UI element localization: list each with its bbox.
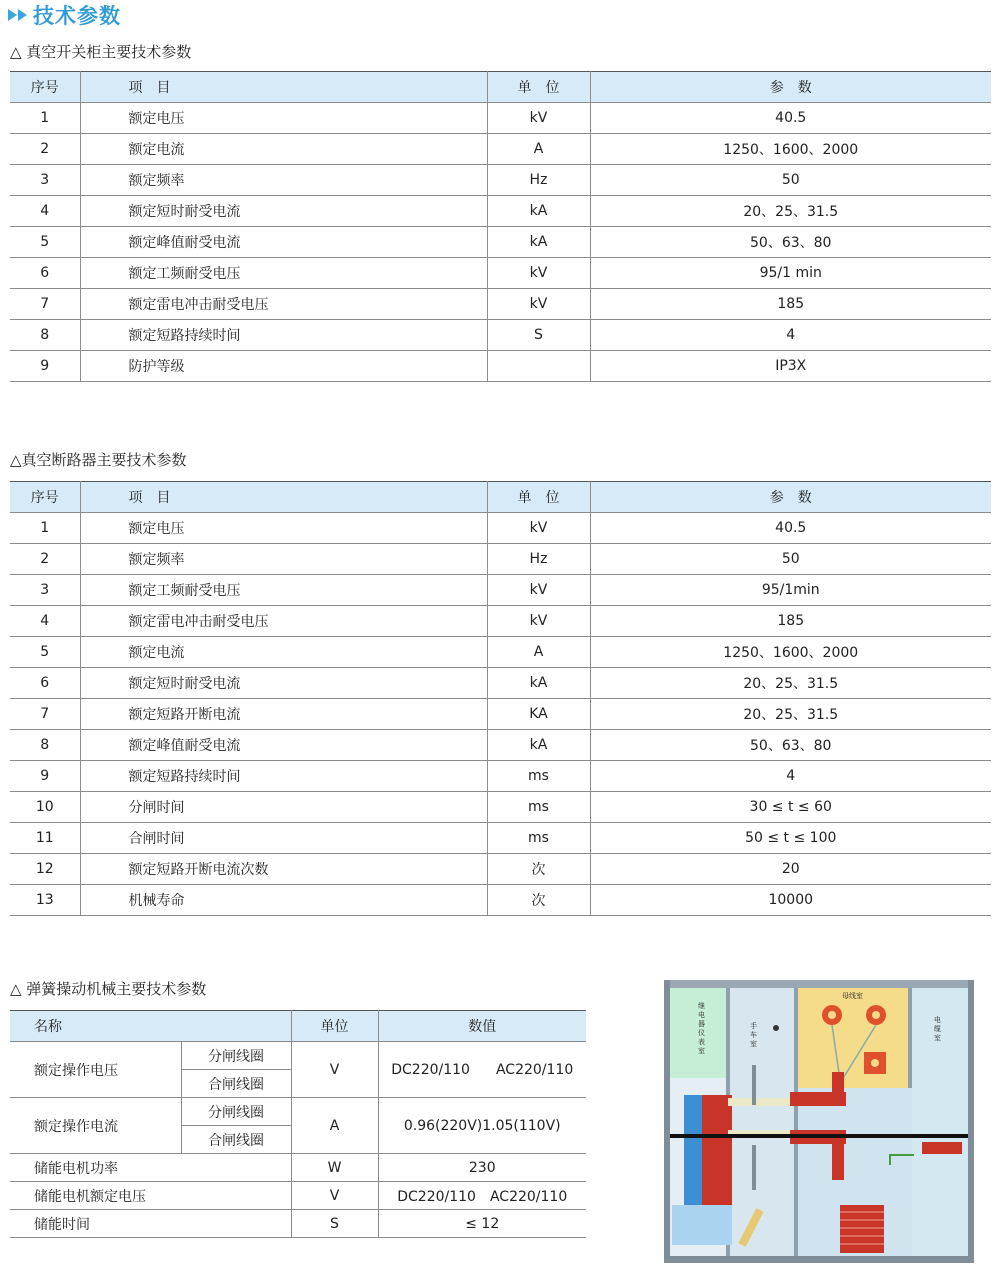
- voltage-sub-close: 合闸线圈: [181, 1070, 291, 1098]
- motor-power-name: 储能电机功率: [10, 1154, 291, 1182]
- voltage-unit: V: [291, 1042, 378, 1098]
- cell-no: 1: [10, 513, 80, 544]
- cell-unit: KA: [487, 699, 590, 730]
- cell-value: 20、25、31.5: [590, 196, 991, 227]
- cell-value: 4: [590, 761, 991, 792]
- label-truck-compartment: 手 车 室: [750, 1022, 757, 1048]
- header-name: 名称: [10, 1011, 291, 1042]
- table-row: [10, 165, 991, 196]
- switchgear-table: [10, 71, 991, 382]
- cell-unit: A: [487, 134, 590, 165]
- table-row: [10, 606, 991, 637]
- cell-unit: kA: [487, 227, 590, 258]
- cell-no: 9: [10, 761, 80, 792]
- cell-item: 额定雷电冲击耐受电压: [80, 289, 487, 320]
- header-item: 项 目: [80, 72, 487, 103]
- header-no: 序号: [10, 482, 80, 513]
- current-sub-close: 合闸线圈: [181, 1126, 291, 1154]
- cell-unit: kV: [487, 258, 590, 289]
- cell-no: 10: [10, 792, 80, 823]
- cell-unit: Hz: [487, 544, 590, 575]
- cell-no: 7: [10, 699, 80, 730]
- busbar-compartment: [798, 988, 910, 1088]
- table-row: [10, 668, 991, 699]
- mechanism-title: △ 弹簧操动机械主要技术参数: [10, 980, 207, 998]
- cell-value: 1250、1600、2000: [590, 637, 991, 668]
- current-sub-open: 分闸线圈: [181, 1098, 291, 1126]
- cell-item: 额定电压: [80, 103, 487, 134]
- cell-no: 8: [10, 320, 80, 351]
- voltage-value-ac: AC220/110: [495, 1061, 574, 1078]
- left-wall: [664, 980, 670, 1263]
- busbar-circle-core: [828, 1011, 836, 1019]
- mechanism-table: [10, 1010, 586, 1238]
- cell-value: 50、63、80: [590, 227, 991, 258]
- current-unit: A: [291, 1098, 378, 1154]
- header-unit: 单位: [291, 1011, 378, 1042]
- cell-value: 50: [590, 165, 991, 196]
- cell-no: 8: [10, 730, 80, 761]
- cell-value: 50、63、80: [590, 730, 991, 761]
- cell-item: 机械寿命: [80, 885, 487, 916]
- surge-arrester-coil: [840, 1205, 884, 1253]
- storage-time-name: 储能时间: [10, 1210, 291, 1238]
- voltage-value-dc: DC220/110: [391, 1061, 470, 1078]
- current-value: 0.96(220V)1.05(110V): [378, 1098, 586, 1154]
- cell-item: 额定电压: [80, 513, 487, 544]
- cell-no: 5: [10, 637, 80, 668]
- cell-unit: kV: [487, 289, 590, 320]
- table-row: [10, 699, 991, 730]
- label-cable-compartment: 电 缆 室: [934, 1016, 941, 1042]
- motor-voltage-unit: V: [291, 1182, 378, 1210]
- contact-arm: [790, 1092, 846, 1106]
- table-row: [10, 103, 991, 134]
- table-header-row: [10, 1011, 586, 1042]
- contact-arm: [832, 1140, 844, 1180]
- cell-no: 4: [10, 606, 80, 637]
- cell-no: 13: [10, 885, 80, 916]
- breaker-table: [10, 481, 991, 916]
- cell-unit: kA: [487, 668, 590, 699]
- cell-item: 额定短路持续时间: [80, 320, 487, 351]
- cell-unit: 次: [487, 885, 590, 916]
- cell-unit: [487, 351, 590, 382]
- cell-unit: ms: [487, 792, 590, 823]
- table-row: [10, 227, 991, 258]
- cell-value: 40.5: [590, 513, 991, 544]
- busbar-circle-core: [872, 1011, 880, 1019]
- cell-item: 额定短路开断电流: [80, 699, 487, 730]
- cell-unit: A: [487, 637, 590, 668]
- cell-item: 额定短时耐受电流: [80, 668, 487, 699]
- cell-item: 额定短路开断电流次数: [80, 854, 487, 885]
- cell-value: 185: [590, 289, 991, 320]
- cell-no: 3: [10, 165, 80, 196]
- cell-no: 6: [10, 668, 80, 699]
- cell-value: 40.5: [590, 103, 991, 134]
- table-row: [10, 196, 991, 227]
- divider: [794, 988, 798, 1258]
- cell-unit: 次: [487, 854, 590, 885]
- cell-no: 3: [10, 575, 80, 606]
- section-header: [8, 0, 121, 30]
- table-row: [10, 792, 991, 823]
- top-rail: [664, 980, 974, 988]
- table-row: [10, 289, 991, 320]
- cell-item: 合闸时间: [80, 823, 487, 854]
- cell-value: 50 ≤ t ≤ 100: [590, 823, 991, 854]
- table-row: [10, 258, 991, 289]
- table-row: [10, 854, 991, 885]
- cell-item: 额定频率: [80, 165, 487, 196]
- switchgear-cross-section-diagram: [664, 980, 974, 1263]
- cell-value: 1250、1600、2000: [590, 134, 991, 165]
- cell-unit: S: [487, 320, 590, 351]
- cell-no: 9: [10, 351, 80, 382]
- table-row: [10, 1098, 586, 1126]
- cell-item: 额定工频耐受电压: [80, 258, 487, 289]
- cell-value: 20: [590, 854, 991, 885]
- truck-compartment: [730, 988, 796, 1258]
- header-unit: 单 位: [487, 482, 590, 513]
- cell-item: 额定雷电冲击耐受电压: [80, 606, 487, 637]
- cell-item: 额定短路持续时间: [80, 761, 487, 792]
- cell-unit: kV: [487, 103, 590, 134]
- header-no: 序号: [10, 72, 80, 103]
- cell-item: 额定短时耐受电流: [80, 196, 487, 227]
- shutter: [752, 1065, 756, 1105]
- table-row: [10, 1210, 586, 1238]
- switchgear-title: △ 真空开关柜主要技术参数: [10, 43, 192, 61]
- table-row: [10, 637, 991, 668]
- cell-unit: ms: [487, 761, 590, 792]
- table-row: [10, 823, 991, 854]
- header-value: 参 数: [590, 482, 991, 513]
- cell-value: 10000: [590, 885, 991, 916]
- cell-value: 185: [590, 606, 991, 637]
- motor-power-unit: W: [291, 1154, 378, 1182]
- cable-terminal: [922, 1142, 962, 1154]
- cell-no: 11: [10, 823, 80, 854]
- cell-item: 额定电流: [80, 134, 487, 165]
- truck-base: [672, 1205, 732, 1245]
- cell-unit: kV: [487, 575, 590, 606]
- cell-value: 30 ≤ t ≤ 60: [590, 792, 991, 823]
- table-row: [10, 575, 991, 606]
- table-row: [10, 320, 991, 351]
- table-row: [10, 1182, 586, 1210]
- motor-power-value: 230: [378, 1154, 586, 1182]
- cell-item: 额定电流: [80, 637, 487, 668]
- table-row: [10, 1154, 586, 1182]
- current-name: 额定操作电流: [10, 1098, 181, 1154]
- voltage-name: 额定操作电压: [10, 1042, 181, 1098]
- breaker-pole: [702, 1095, 732, 1205]
- cell-item: 额定频率: [80, 544, 487, 575]
- table-row: [10, 134, 991, 165]
- cell-unit: ms: [487, 823, 590, 854]
- indicator-dot: [773, 1025, 779, 1031]
- cell-item: 防护等级: [80, 351, 487, 382]
- cell-no: 6: [10, 258, 80, 289]
- cell-unit: kV: [487, 513, 590, 544]
- cell-no: 12: [10, 854, 80, 885]
- header-value: 参 数: [590, 72, 991, 103]
- table-row: [10, 885, 991, 916]
- label-relay-compartment: 继 电 器 仪 表 室: [698, 1002, 705, 1055]
- breaker-title: △真空断路器主要技术参数: [10, 451, 187, 469]
- floor: [664, 1256, 974, 1263]
- table-row: [10, 1042, 586, 1070]
- motor-voltage-name: 储能电机额定电压: [10, 1182, 291, 1210]
- insulator: [728, 1098, 790, 1106]
- divider: [908, 988, 912, 1098]
- cell-value: IP3X: [590, 351, 991, 382]
- header-unit: 单 位: [487, 72, 590, 103]
- cell-item: 额定峰值耐受电流: [80, 227, 487, 258]
- shutter: [752, 1145, 756, 1190]
- voltage-value: [378, 1042, 586, 1098]
- voltage-sub-open: 分闸线圈: [181, 1042, 291, 1070]
- header-value: 数值: [378, 1011, 586, 1042]
- cell-value: 4: [590, 320, 991, 351]
- page-title: 技术参数: [33, 4, 121, 28]
- busbar-square-core: [871, 1059, 879, 1067]
- cell-no: 2: [10, 544, 80, 575]
- table-row: [10, 730, 991, 761]
- cell-unit: kA: [487, 730, 590, 761]
- cell-unit: kV: [487, 606, 590, 637]
- cell-no: 2: [10, 134, 80, 165]
- motor-voltage-value: DC220/110 AC220/110: [378, 1182, 586, 1210]
- cell-no: 4: [10, 196, 80, 227]
- cell-value: 95/1min: [590, 575, 991, 606]
- storage-time-unit: S: [291, 1210, 378, 1238]
- cell-unit: kA: [487, 196, 590, 227]
- cell-item: 额定工频耐受电压: [80, 575, 487, 606]
- table-header-row: [10, 72, 991, 103]
- table-row: [10, 513, 991, 544]
- cell-value: 20、25、31.5: [590, 699, 991, 730]
- cell-item: 分闸时间: [80, 792, 487, 823]
- cell-value: 95/1 min: [590, 258, 991, 289]
- cell-value: 50: [590, 544, 991, 575]
- right-wall: [968, 980, 974, 1263]
- double-arrow-icon: [8, 9, 27, 21]
- header-item: 项 目: [80, 482, 487, 513]
- table-row: [10, 351, 991, 382]
- cell-no: 7: [10, 289, 80, 320]
- label-busbar-compartment: 母线室: [842, 992, 863, 1000]
- storage-time-value: ≤ 12: [378, 1210, 586, 1238]
- cell-no: 5: [10, 227, 80, 258]
- cell-no: 1: [10, 103, 80, 134]
- cell-item: 额定峰值耐受电流: [80, 730, 487, 761]
- table-row: [10, 761, 991, 792]
- cell-unit: Hz: [487, 165, 590, 196]
- table-header-row: [10, 482, 991, 513]
- cell-value: 20、25、31.5: [590, 668, 991, 699]
- table-row: [10, 544, 991, 575]
